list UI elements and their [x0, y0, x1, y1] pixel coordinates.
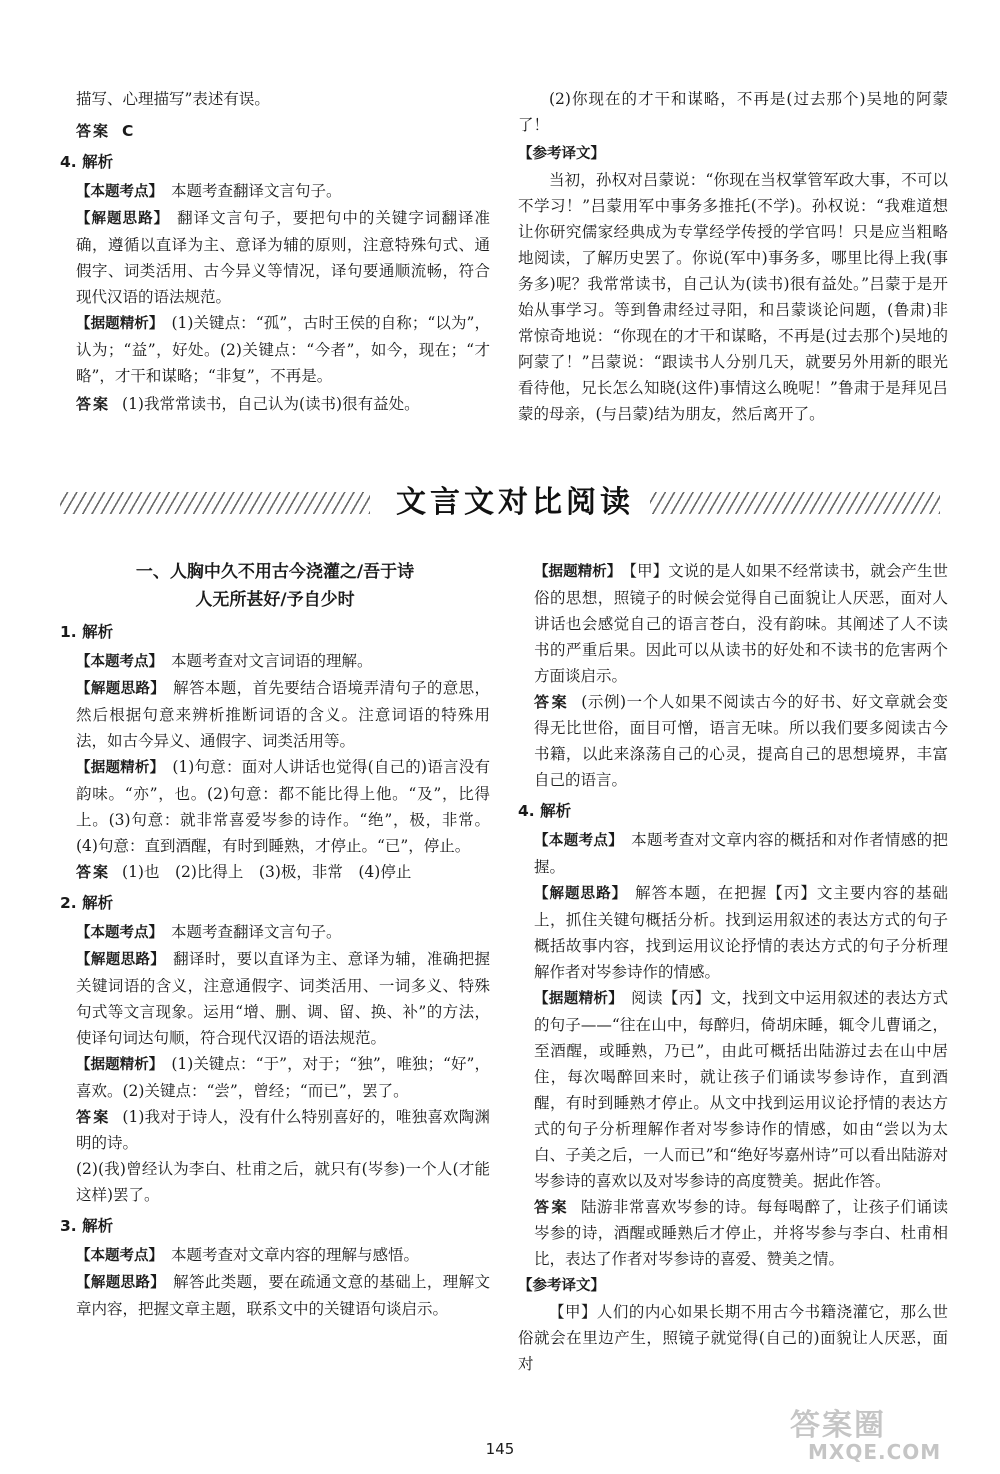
q3-answer-label: 答案	[534, 693, 570, 711]
q1-answer	[60, 859, 490, 885]
q4-detailed-analysis-text: 阅读【丙】文，找到文中运用叙述的表达方式的句子——“往在山中，每醉归，倚胡床睡，辄令儿曹诵之，至酒醒，或睡熟，乃已”，由此可概括出陆游过去在山中居住，每次喝醉回来时，就让孩子们诵读岑参诗作，直到酒醒，有时到睡熟才停止。从文中找到运用议论抒情的表达方式的句子分析理解作者对岑参诗作的情感，如由“尝以为太白、子美之后，一人而已”和“绝好岑嘉州诗”可以看出陆游对岑参诗的喜欢以及对岑参诗的高度赞美。据此作答。	[534, 989, 948, 1190]
q2-answer-text-1: (1)我对于诗人，没有什么特别喜好的，唯独喜欢陶渊明的诗。	[76, 1108, 490, 1152]
answer-text: (1)我常常读书，自己认为(读书)很有益处。	[122, 395, 420, 413]
continued-text: 描写、心理描写”表述有误。	[76, 90, 270, 108]
q2-answer-text-2: (2)(我)曾经认为李白、杜甫之后，就只有(岑参)一个人(才能这样)罢了。	[76, 1160, 490, 1204]
q2-detailed-analysis-tag: 【据题精析】	[76, 1057, 164, 1073]
q2-exam-point-tag: 【本题考点】	[76, 925, 163, 941]
q2-solution-approach-text: 翻译时，要以直译为主、意译为辅，准确把握关键词语的含义，注意通假字、词类活用、一词多义、特殊句式等文言现象。运用“增、删、调、留、换、补”的方法，使译句词达句顺，符合现代汉语的语法规范。	[76, 950, 490, 1047]
q2-answer	[60, 1104, 490, 1156]
q2-answer-label: 答案	[76, 1108, 111, 1126]
watermark-sub-text: MXQE.COM	[808, 1440, 942, 1464]
bottom-left-column	[60, 558, 490, 1322]
question-4-heading: 4. 解析	[60, 153, 114, 171]
question-2-heading: 2. 解析	[60, 894, 114, 912]
q4-solution-approach-tag: 【解题思路】	[534, 886, 628, 902]
q3-answer	[518, 689, 948, 793]
q4-answer	[518, 1194, 948, 1272]
q1-exam-point-text: 本题考查对文言词语的理解。	[171, 652, 373, 670]
continued-answer: (2)你现在的才干和谋略，不再是(过去那个)吴地的阿蒙了！	[518, 90, 948, 134]
banner-hatch-right	[650, 492, 940, 514]
bottom-right-column	[518, 558, 948, 1377]
q2-exam-point	[60, 919, 490, 946]
question-3-heading: 3. 解析	[60, 1217, 114, 1235]
q1-solution-approach-text: 解答本题，首先要结合语境弄清句子的意思，然后根据句意来辨析推断词语的含义。注意词语的特殊用法，如古今异义、通假字、词类活用等。	[76, 679, 490, 750]
q2-solution-approach	[60, 946, 490, 1051]
q1-solution-approach-tag: 【解题思路】	[76, 681, 166, 697]
detailed-analysis-text: (1)关键点：“孤”，古时王侯的自称；“以为”，认为；“益”，好处。(2)关键点：“今者”，如今，现在；“才略”，才干和谋略；“非复”，不再是。	[76, 314, 491, 385]
q2-detailed-analysis	[60, 1051, 490, 1104]
q3-solution-approach	[60, 1269, 490, 1322]
q4-detailed-analysis	[518, 985, 948, 1194]
q4-exam-point	[518, 827, 948, 880]
reference-translation-tag: 【参考译文】	[518, 1278, 605, 1294]
detailed-analysis-tag: 【据题精析】	[76, 316, 164, 332]
page-number: 145	[485, 1440, 515, 1458]
exam-point-tag: 【本题考点】	[76, 184, 163, 200]
q1-exam-point-tag: 【本题考点】	[76, 654, 163, 670]
q3-detailed-analysis-tag: 【据题精析】	[534, 564, 622, 580]
detailed-analysis	[60, 310, 490, 389]
answer-label: 答案	[76, 395, 111, 413]
solution-approach-tag: 【解题思路】	[76, 211, 170, 227]
q3-solution-approach-text: 解答此类题，要在疏通文意的基础上，理解文章内容，把握文章主题，联系文中的关键语句谈启示。	[76, 1273, 490, 1318]
reference-translation-text: 【甲】人们的内心如果长期不用古今书籍浇灌它，那么世俗就会在里边产生，照镜子就觉得(自己的)面貌让人厌恶，面对	[518, 1303, 948, 1373]
q1-answer-label: 答案	[76, 863, 111, 881]
q4-answer-text: 陆游非常喜欢岑参的诗。每每喝醉了，让孩子们诵读岑参的诗，酒醒或睡熟后才停止，并将岑参与李白、杜甫相比，表达了作者对岑参诗的喜爱、赞美之情。	[534, 1198, 948, 1268]
section-banner	[60, 484, 940, 522]
q4-solution-approach-text: 解答本题，在把握【丙】文主要内容的基础上，抓住关键句概括分析。找到运用叙述的表达方式的句子概括故事内容，找到运用议论抒情的表达方式的句子分析理解作者对岑参诗作的情感。	[534, 884, 948, 981]
q2-solution-approach-tag: 【解题思路】	[76, 952, 166, 968]
exam-point	[60, 178, 490, 205]
q1-detailed-analysis-text: (1)句意：面对人讲话也觉得(自己的)语言没有韵味。“亦”，也。(2)句意：都不能比得上他。“及”，比得上。(3)句意：就非常喜爱岑参的诗作。“绝”，极，非常。(4)句意：直到酒醒，有时到睡熟，才停止。“已”，停止。	[76, 758, 490, 855]
q3-detailed-analysis-text: 【甲】文说的是人如果不经常读书，就会产生世俗的思想，照镜子的时候会觉得自己面貌让人厌恶，面对人讲话也会感觉自己的语言苍白，没有韵味。其阐述了人不读书的严重后果。因此可以从读书的好处和不读书的危害两个方面谈启示。	[534, 562, 948, 685]
top-right-column	[518, 86, 948, 427]
q4-detailed-analysis-tag: 【据题精析】	[534, 991, 624, 1007]
q3-exam-point-text: 本题考查对文章内容的理解与感悟。	[171, 1246, 420, 1264]
question-1-heading: 1. 解析	[60, 623, 114, 641]
q4-solution-approach	[518, 880, 948, 985]
watermark-logo	[780, 1400, 980, 1470]
reference-translation-text: 当初，孙权对吕蒙说：“你现在当权掌管军政大事，不可以不学习！”吕蒙用军中事务多推托(不学)。孙权说：“我难道想让你研究儒家经典成为专掌经学传授的学官吗！只是应当粗略地阅读，了解历史罢了。你说(军中)事务多，哪里比得上我(事务多)呢？我常常读书，自己认为(读书)很有益处。”吕蒙于是开始从事学习。等到鲁肃经过寻阳，和吕蒙谈论问题，(鲁肃)非常惊奇地说：“你现在的才干和谋略，不再是(过去那个)吴地的阿蒙了！”吕蒙说：“跟读书人分别几天，就要另外用新的眼光看待他，兄长怎么知晓(这件)事情这么晚呢！”鲁肃于是拜见吕蒙的母亲，(与吕蒙)结为朋友，然后离开了。	[518, 171, 948, 423]
question-4-heading: 4. 解析	[518, 802, 572, 820]
section-title-line-2: 人无所甚好/予自少时	[195, 590, 355, 610]
q3-detailed-analysis	[518, 558, 948, 689]
q1-solution-approach	[60, 675, 490, 754]
q3-solution-approach-tag: 【解题思路】	[76, 1275, 166, 1291]
reference-translation-tag: 【参考译文】	[518, 146, 605, 162]
exam-point-text: 本题考查翻译文言句子。	[171, 182, 342, 200]
q3-answer-text: (示例)一个人如果不阅读古今的好书、好文章就会变得无比世俗，面目可憎，语言无味。所以我们要多阅读古今书籍，以此来涤荡自己的心灵，提高自己的思想境界，丰富自己的语言。	[534, 693, 948, 789]
section-title-line-1: 一、人胸中久不用古今浇灌之/吾于诗	[135, 562, 415, 582]
watermark-main-text: 答案圈	[790, 1408, 886, 1443]
q1-answer-text: (1)也 (2)比得上 (3)极，非常 (4)停止	[122, 863, 412, 881]
q2-detailed-analysis-text: (1)关键点：“于”，对于；“独”，唯独；“好”，喜欢。(2)关键点：“尝”，曾经；“而已”，罢了。	[76, 1055, 490, 1100]
solution-approach-text: 翻译文言句子，要把句中的关键字词翻译准确，遵循以直译为主、意译为辅的原则，注意特殊句式、通假字、词类活用、古今异义等情况，译句要通顺流畅，符合现代汉语的语法规范。	[76, 209, 490, 306]
top-left-column	[60, 86, 490, 417]
q3-exam-point-tag: 【本题考点】	[76, 1248, 163, 1264]
answer-value: C	[122, 122, 134, 140]
q1-exam-point	[60, 648, 490, 675]
answer-label: 答案	[76, 122, 111, 140]
banner-title: 文言文对比阅读	[396, 485, 634, 520]
solution-approach	[60, 205, 490, 310]
answer-line	[60, 391, 490, 417]
banner-hatch-left	[60, 492, 370, 514]
q2-exam-point-text: 本题考查翻译文言句子。	[171, 923, 342, 941]
section-title	[60, 558, 490, 614]
q1-detailed-analysis	[60, 754, 490, 859]
answer-line	[60, 118, 490, 144]
q4-answer-label: 答案	[534, 1198, 569, 1216]
q4-exam-point-text: 本题考查对文章内容的概括和对作者情感的把握。	[534, 831, 948, 876]
q1-detailed-analysis-tag: 【据题精析】	[76, 760, 165, 776]
q3-exam-point	[60, 1242, 490, 1269]
q4-exam-point-tag: 【本题考点】	[534, 833, 624, 849]
